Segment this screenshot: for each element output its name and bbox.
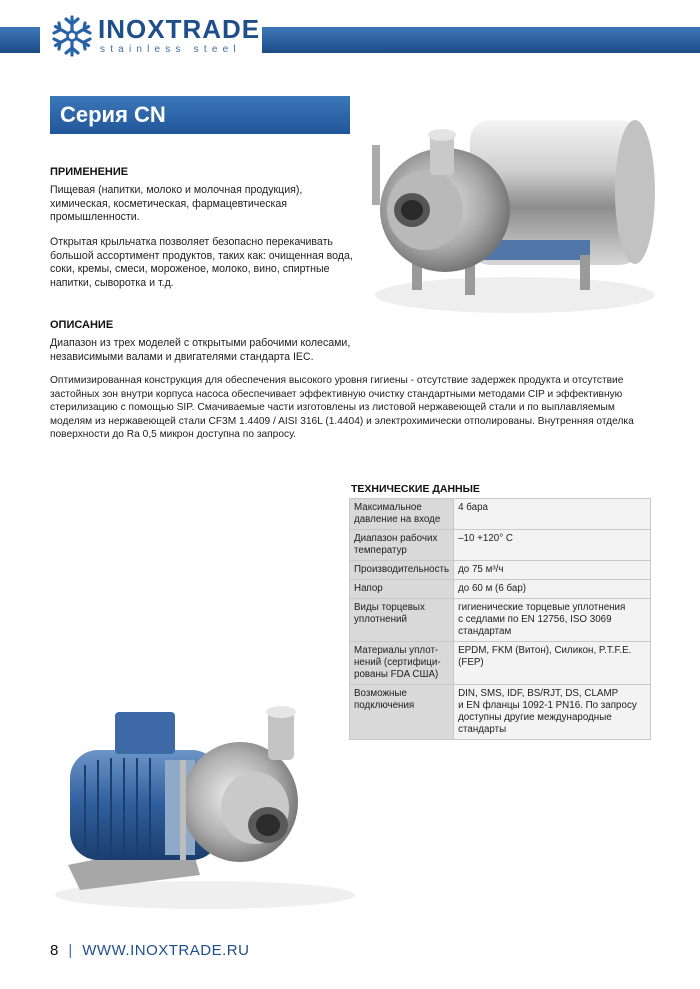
website-link[interactable]: WWW.INOXTRADE.RU — [82, 942, 250, 959]
spec-value: 4 бара — [454, 499, 651, 530]
brand-name: INOXTRADE — [98, 14, 261, 44]
text-line: напитки, сыворотка и т.д. — [50, 276, 174, 289]
text-line: Оптимизированная конструкция для обеспечения высокого уровня гигиены - отсутствие задержек продукта и отсутствие — [50, 375, 624, 386]
application-paragraph-2 — [50, 236, 353, 290]
spec-value: EPDM, FKM (Витон), Силикон, P.T.F.E. (FEP) — [454, 642, 651, 685]
spec-key: Виды торцевых уплотнений — [350, 599, 454, 642]
description-heading: ОПИСАНИЕ — [50, 319, 114, 331]
text-line: стерилизацию с помощью SIP. Смачиваемые части изготовлены из листовой нержавеющей стали и по выплавляемым — [50, 402, 615, 413]
brand-tagline: stainless steel — [100, 44, 241, 55]
page-number: 8 — [50, 942, 59, 959]
spec-value: до 75 м³/ч — [454, 561, 651, 580]
spec-key: Возможные подключения — [350, 685, 454, 740]
snowflake-logo-icon — [50, 14, 94, 58]
spec-value: гигиенические торцевые уплотнения с седлами по EN 12756, ISO 3069 стандартам — [454, 599, 651, 642]
text-line: независимыми валами и двигателями стандарта IEC. — [50, 350, 314, 363]
table-row — [350, 561, 651, 580]
text-line: большой ассортимент продуктов, таких как: очищенная вода, — [50, 249, 353, 262]
table-row — [350, 499, 651, 530]
text-line: поверхности до Ra 0,5 микрон доступна по запросу. — [50, 429, 297, 440]
description-paragraph-2 — [50, 374, 634, 442]
footer-separator: | — [68, 942, 73, 959]
specs-table — [349, 498, 651, 740]
description-paragraph-1 — [50, 337, 350, 364]
table-row — [350, 685, 651, 740]
text-line: промышленности. — [50, 211, 140, 223]
spec-value: –10 +120° C — [454, 530, 651, 561]
page-footer — [50, 942, 249, 959]
spec-key: Производительность — [350, 561, 454, 580]
spec-key: Максимальное давление на входе — [350, 499, 454, 530]
table-row — [350, 530, 651, 561]
table-row — [350, 642, 651, 685]
spec-key: Напор — [350, 580, 454, 599]
text-line: застойных зон внутри корпуса насоса обеспечивает эффективную очистку стандартными методами CIP и эффективную — [50, 388, 623, 400]
text-line: Диапазон из трех моделей с открытыми рабочими колесами, — [50, 337, 351, 349]
text-line: Открытая крыльчатка позволяет безопасно перекачивать — [50, 236, 333, 248]
text-line: моделям из нержавеющей стали CF3M 1.4409 / AISI 316L (1.4404) и электрохимически отполированы. Внутренняя отделка — [50, 415, 634, 427]
text-line: Пищевая (напитки, молоко и молочная продукция), — [50, 184, 303, 196]
series-title: Серия CN — [60, 102, 166, 127]
pump-with-motor-image — [40, 690, 370, 915]
table-row — [350, 580, 651, 599]
spec-value: до 60 м (6 бар) — [454, 580, 651, 599]
pump-cn-image — [350, 100, 670, 330]
spec-key: Материалы уплот- нений (сертифици- рованы FDA США) — [350, 642, 454, 685]
series-title-bar — [50, 96, 350, 134]
spec-value: DIN, SMS, IDF, BS/RJT, DS, CLAMP и EN фланцы 1092-1 PN16. По запросу доступны другие международные стандарты — [454, 685, 651, 740]
application-paragraph-1 — [50, 184, 302, 225]
spec-key: Диапазон рабочих температур — [350, 530, 454, 561]
text-line: соки, кремы, смеси, мороженое, молоко, вино, спиртные — [50, 263, 330, 275]
specs-heading: ТЕХНИЧЕСКИЕ ДАННЫЕ — [351, 483, 480, 495]
application-heading: ПРИМЕНЕНИЕ — [50, 166, 129, 178]
text-line: химическая, косметическая, фармацевтическая — [50, 197, 288, 210]
table-row — [350, 599, 651, 642]
